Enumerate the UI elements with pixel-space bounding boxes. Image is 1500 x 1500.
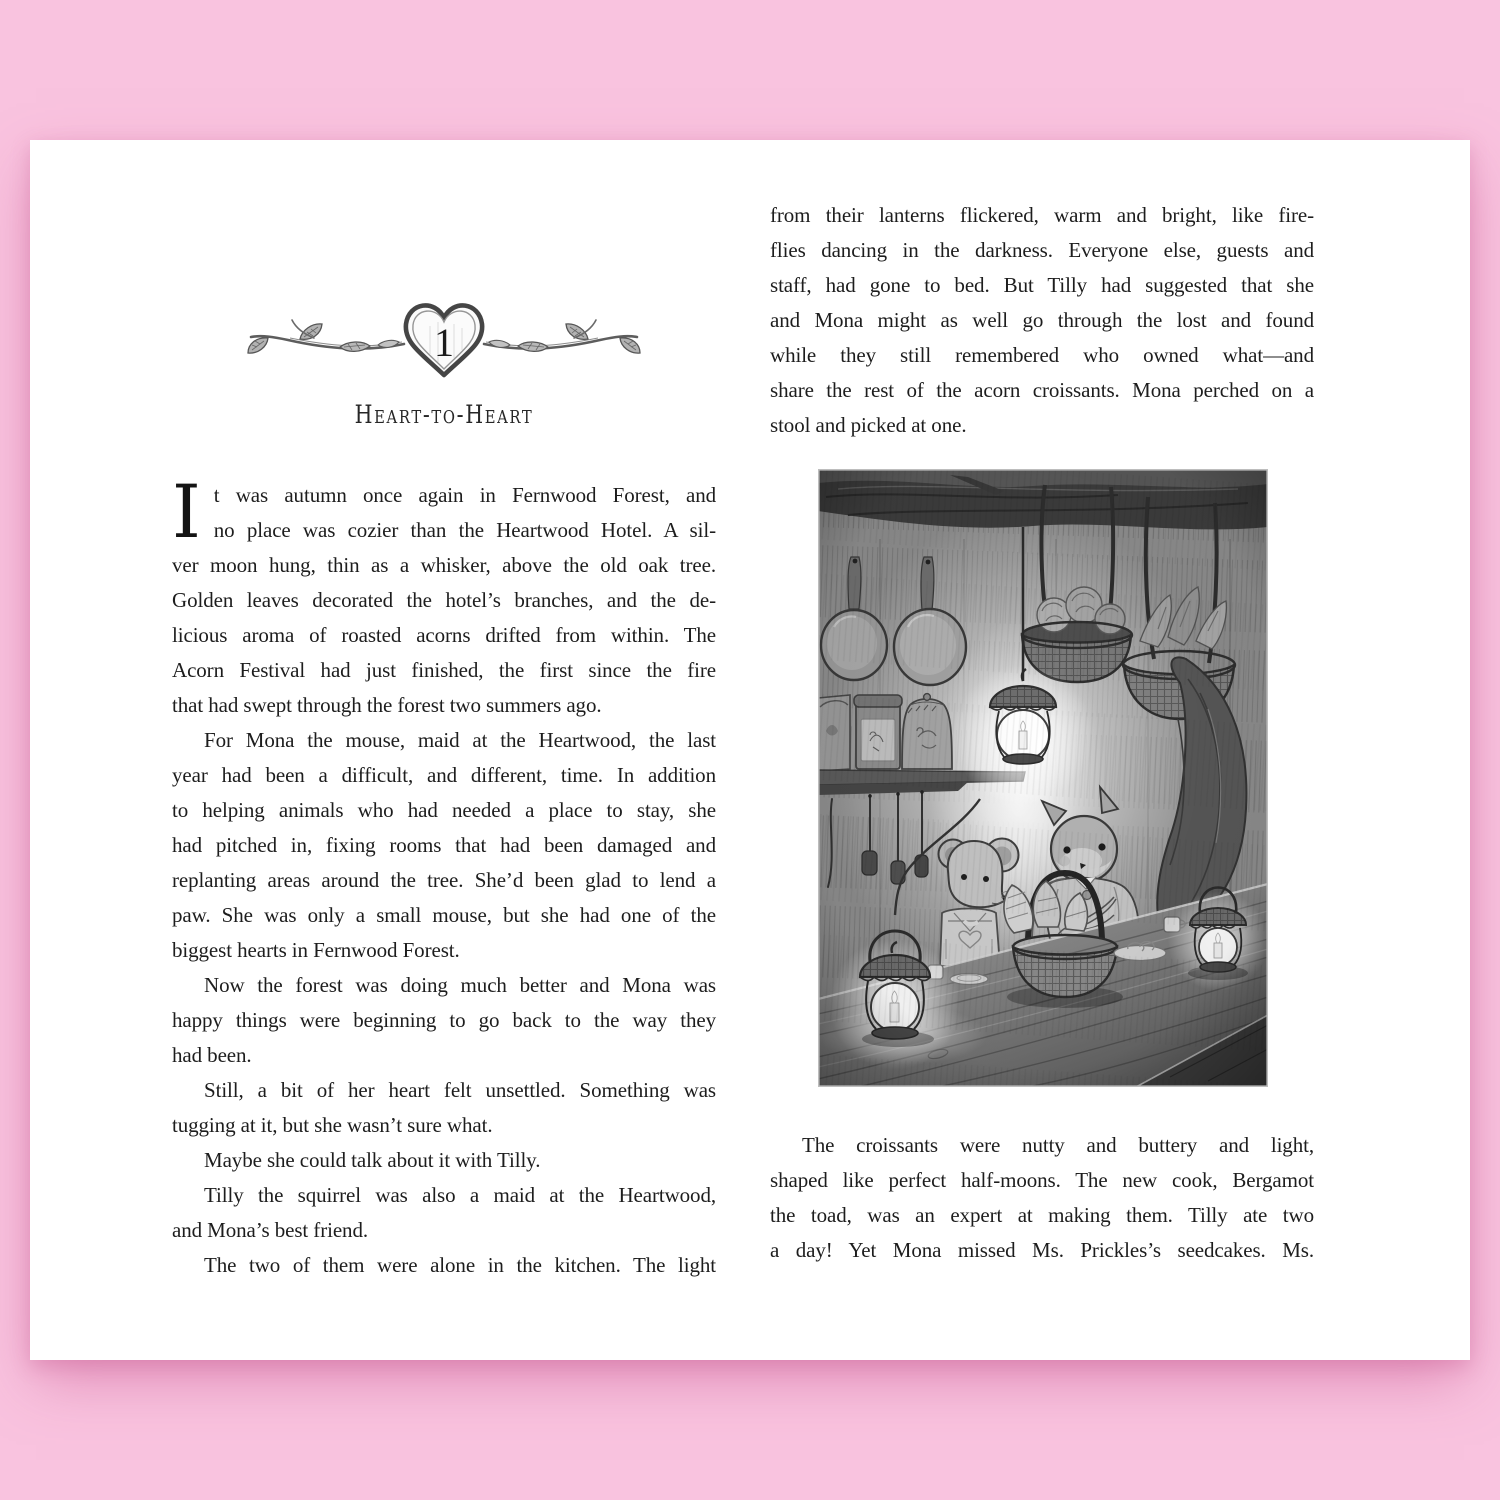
text-line: Tilly the squirrel was also a maid at the Heartwood, [204, 1183, 716, 1207]
kitchen-illustration [818, 469, 1268, 1087]
chapter-header [172, 292, 716, 430]
text-line: and Mona’s best friend. [172, 1218, 368, 1242]
right-page-top-text [770, 198, 1314, 443]
text-line: from their lanterns flickered, warm and bright, like fire- [770, 203, 1314, 227]
paragraph [770, 198, 1314, 443]
text-line: The croissants were nutty and buttery and light, [802, 1133, 1314, 1157]
paragraph [770, 1128, 1314, 1268]
text-line: had pitched in, fixing rooms that had been damaged and [172, 833, 716, 857]
text-line: to helping animals who had needed a place to stay, she [172, 798, 716, 822]
paragraph [172, 723, 716, 968]
text-line: that had swept through the forest two summers ago. [172, 693, 602, 717]
paragraph [172, 470, 716, 723]
text-line: Acorn Festival had just finished, the first since the fire [172, 658, 716, 682]
text-line: For Mona the mouse, maid at the Heartwood, the last [204, 728, 716, 752]
text-line: Now the forest was doing much better and Mona was [204, 973, 716, 997]
text-line: flies dancing in the darkness. Everyone else, guests and [770, 238, 1314, 262]
paragraph [172, 1143, 716, 1178]
text-line: Maybe she could talk about it with Tilly. [204, 1148, 541, 1172]
text-line: Golden leaves decorated the hotel’s branches, and the de- [172, 588, 716, 612]
text-line: staff, had gone to bed. But Tilly had suggested that she [770, 273, 1314, 297]
text-line: shaped like perfect half-moons. The new cook, Bergamot [770, 1168, 1314, 1192]
text-line: share the rest of the acorn croissants. Mona perched on a [770, 378, 1314, 402]
text-line: ver moon hung, thin as a whisker, above the old oak tree. [172, 553, 716, 577]
text-line: a day! Yet Mona missed Ms. Prickles’s seedcakes. Ms. [770, 1238, 1314, 1262]
text-line: t was autumn once again in Fernwood Forest, and [213, 483, 716, 507]
paragraph [172, 1073, 716, 1143]
branch-left-icon [248, 320, 404, 353]
right-page-bottom-text [770, 1128, 1314, 1268]
book-spread [30, 140, 1470, 1360]
paragraph [172, 1178, 716, 1248]
text-line: no place was cozier than the Heartwood Hotel. A sil- [213, 518, 716, 542]
text-line: happy things were beginning to go back to the way they [172, 1008, 716, 1032]
text-line: replanting areas around the tree. She’d been glad to lend a [172, 868, 716, 892]
paragraph [172, 968, 716, 1073]
text-line: tugging at it, but she wasn’t sure what. [172, 1113, 493, 1137]
text-line: Still, a bit of her heart felt unsettled. Something was [204, 1078, 716, 1102]
text-line: paw. She was only a small mouse, but she had one of the [172, 903, 716, 927]
text-line: and Mona might as well go through the lost and found [770, 308, 1314, 332]
chapter-ornament-icon [244, 292, 644, 392]
text-line: licious aroma of roasted acorns drifted from within. The [172, 623, 716, 647]
text-line: year had been a difficult, and different, time. In addition [172, 763, 716, 787]
text-line: while they still remembered who owned what—and [770, 343, 1314, 367]
chapter-number: 1 [434, 320, 454, 365]
text-line: had been. [172, 1043, 252, 1067]
drop-cap: I [172, 470, 201, 555]
text-line: biggest hearts in Fernwood Forest. [172, 938, 460, 962]
paragraph [172, 1248, 716, 1283]
branch-right-icon [484, 320, 640, 353]
chapter-title: Heart-to-Heart [354, 400, 534, 429]
chapter-heart-icon [406, 305, 482, 375]
text-line: stool and picked at one. [770, 413, 967, 437]
kitchen-scene-illustration-icon [818, 469, 1268, 1087]
left-page [172, 140, 716, 1360]
text-line: the toad, was an expert at making them. Tilly ate two [770, 1203, 1314, 1227]
chapter-title-wrap [172, 400, 716, 430]
text-line: The two of them were alone in the kitchen. The light [204, 1253, 716, 1277]
right-page [770, 140, 1314, 1360]
left-page-text [172, 470, 716, 1283]
